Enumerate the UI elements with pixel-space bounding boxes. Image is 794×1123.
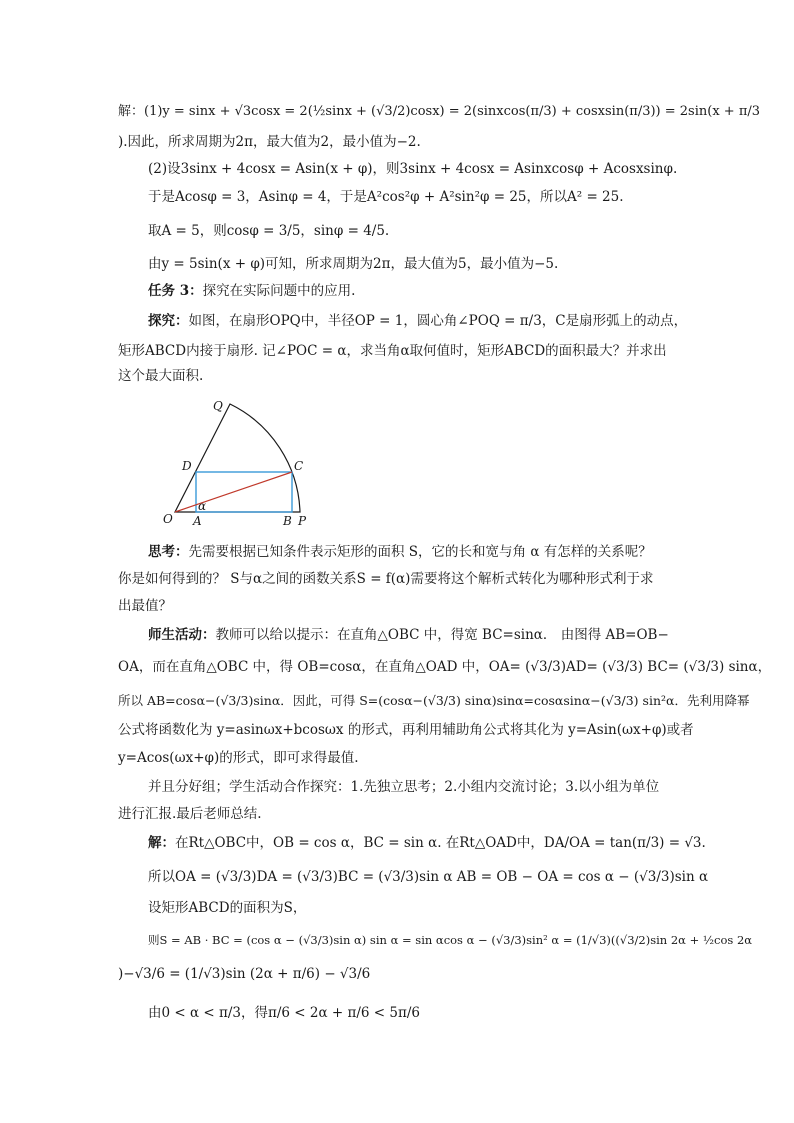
text-line: ).因此，所求周期为2π，最大值为2，最小值为−2. — [118, 134, 421, 150]
text-line: 探究：如图，在扇形OPQ中，半径OP = 1，圆心角∠POQ = π/3，C是扇形弧上的动点， — [148, 313, 688, 329]
label-q: Q — [213, 399, 223, 413]
label-o: O — [163, 512, 173, 526]
label-alpha: α — [198, 499, 207, 513]
text-line: (2)设3sinx + 4cosx = Asin(x + φ)，则3sinx + 4cosx = Asinxcosφ + Acosxsinφ. — [148, 161, 678, 177]
activity-label: 师生活动： — [148, 627, 216, 643]
text-line: 则S = AB · BC = (cos α − (√3/3)sin α) sin α = sin αcos α − (√3/3)sin² α = (1/√3)((√3/2)sin 2α + ½cos 2α — [148, 933, 753, 947]
text-line: 并且分好组；学生活动合作探究：1.先独立思考；2.小组内交流讨论；3.以小组为单位 — [148, 779, 660, 795]
text-line: 所以OA = (√3/3)DA = (√3/3)BC = (√3/3)sin α AB = OB − OA = cos α − (√3/3)sin α — [148, 869, 709, 885]
text-line: 解：在Rt△OBC中，OB = cos α，BC = sin α. 在Rt△OAD中，DA/OA = tan(π/3) = √3. — [148, 835, 706, 851]
think-label: 思考： — [148, 544, 189, 560]
text-line: 你是如何得到的？ S与α之间的函数关系S = f(α)需要将这个解析式转化为哪种形式利于求 — [118, 571, 654, 587]
label-p: P — [298, 514, 307, 528]
text-line: y=Acos(ωx+φ)的形式，即可求得最值. — [118, 750, 359, 766]
text-line: 任务 3：探究在实际问题中的应用. — [148, 283, 356, 299]
text-line: 由y = 5sin(x + φ)可知，所求周期为2π，最大值为5，最小值为−5. — [148, 256, 559, 272]
task-label: 任务 3： — [148, 283, 203, 299]
text-line: 思考：先需要根据已知条件表示矩形的面积 S，它的长和宽与角 α 有怎样的关系呢？ — [148, 544, 652, 560]
rectangle-abcd — [196, 472, 292, 512]
label-d: D — [182, 459, 192, 473]
text-line: OA，而在直角△OBC 中，得 OB=cosα，在直角△OAD 中，OA= (√3/3)AD= (√3/3) BC= (√3/3) sinα， — [118, 659, 772, 675]
text-line: 设矩形ABCD的面积为S， — [148, 900, 307, 916]
text-line: 于是Acosφ = 3，Asinφ = 4，于是A²cos²φ + A²sin²φ = 25，所以A² = 25. — [148, 189, 624, 205]
label-a: A — [193, 514, 202, 528]
text-line: 矩形ABCD内接于扇形. 记∠POC = α，求当角α取何值时，矩形ABCD的面积最大？并求出 — [118, 343, 667, 359]
text-line: )−√3/6 = (1/√3)sin (2α + π/6) − √3/6 — [118, 966, 371, 982]
text-line: 这个最大面积. — [118, 368, 204, 384]
text-line: 师生活动：教师可以给以提示：在直角△OBC 中，得宽 BC=sinα． 由图得 AB=OB− — [148, 627, 669, 643]
sector-outline — [175, 404, 300, 512]
solution-label: 解： — [148, 835, 175, 851]
text-line: 进行汇报.最后老师总结. — [118, 806, 262, 822]
explore-label: 探究： — [148, 313, 189, 329]
text-line: 解：(1)y = sinx + √3cosx = 2(½sinx + (√3/2)cosx) = 2(sinxcos(π/3) + cosxsin(π/3)) = 2sin(x + π/3 — [118, 104, 761, 119]
text-line: 公式将函数化为 y=asinωx+bcosωx 的形式，再利用辅助角公式将其化为 y=Asin(ωx+φ)或者 — [118, 722, 694, 738]
text-line: 取A = 5，则cosφ = 3/5，sinφ = 4/5. — [148, 223, 390, 239]
text-line: 所以 AB=cosα−(√3/3)sinα．因此，可得 S=(cosα−(√3/3) sinα)sinα=cosαsinα−(√3/3) sin²α．先利用降幂 — [118, 693, 750, 708]
sector-figure — [158, 398, 318, 530]
text-line: 由0 < α < π/3，得π/6 < 2α + π/6 < 5π/6 — [148, 1005, 421, 1021]
label-c: C — [294, 459, 304, 473]
text-line: 出最值？ — [118, 598, 172, 614]
label-b: B — [283, 514, 292, 528]
